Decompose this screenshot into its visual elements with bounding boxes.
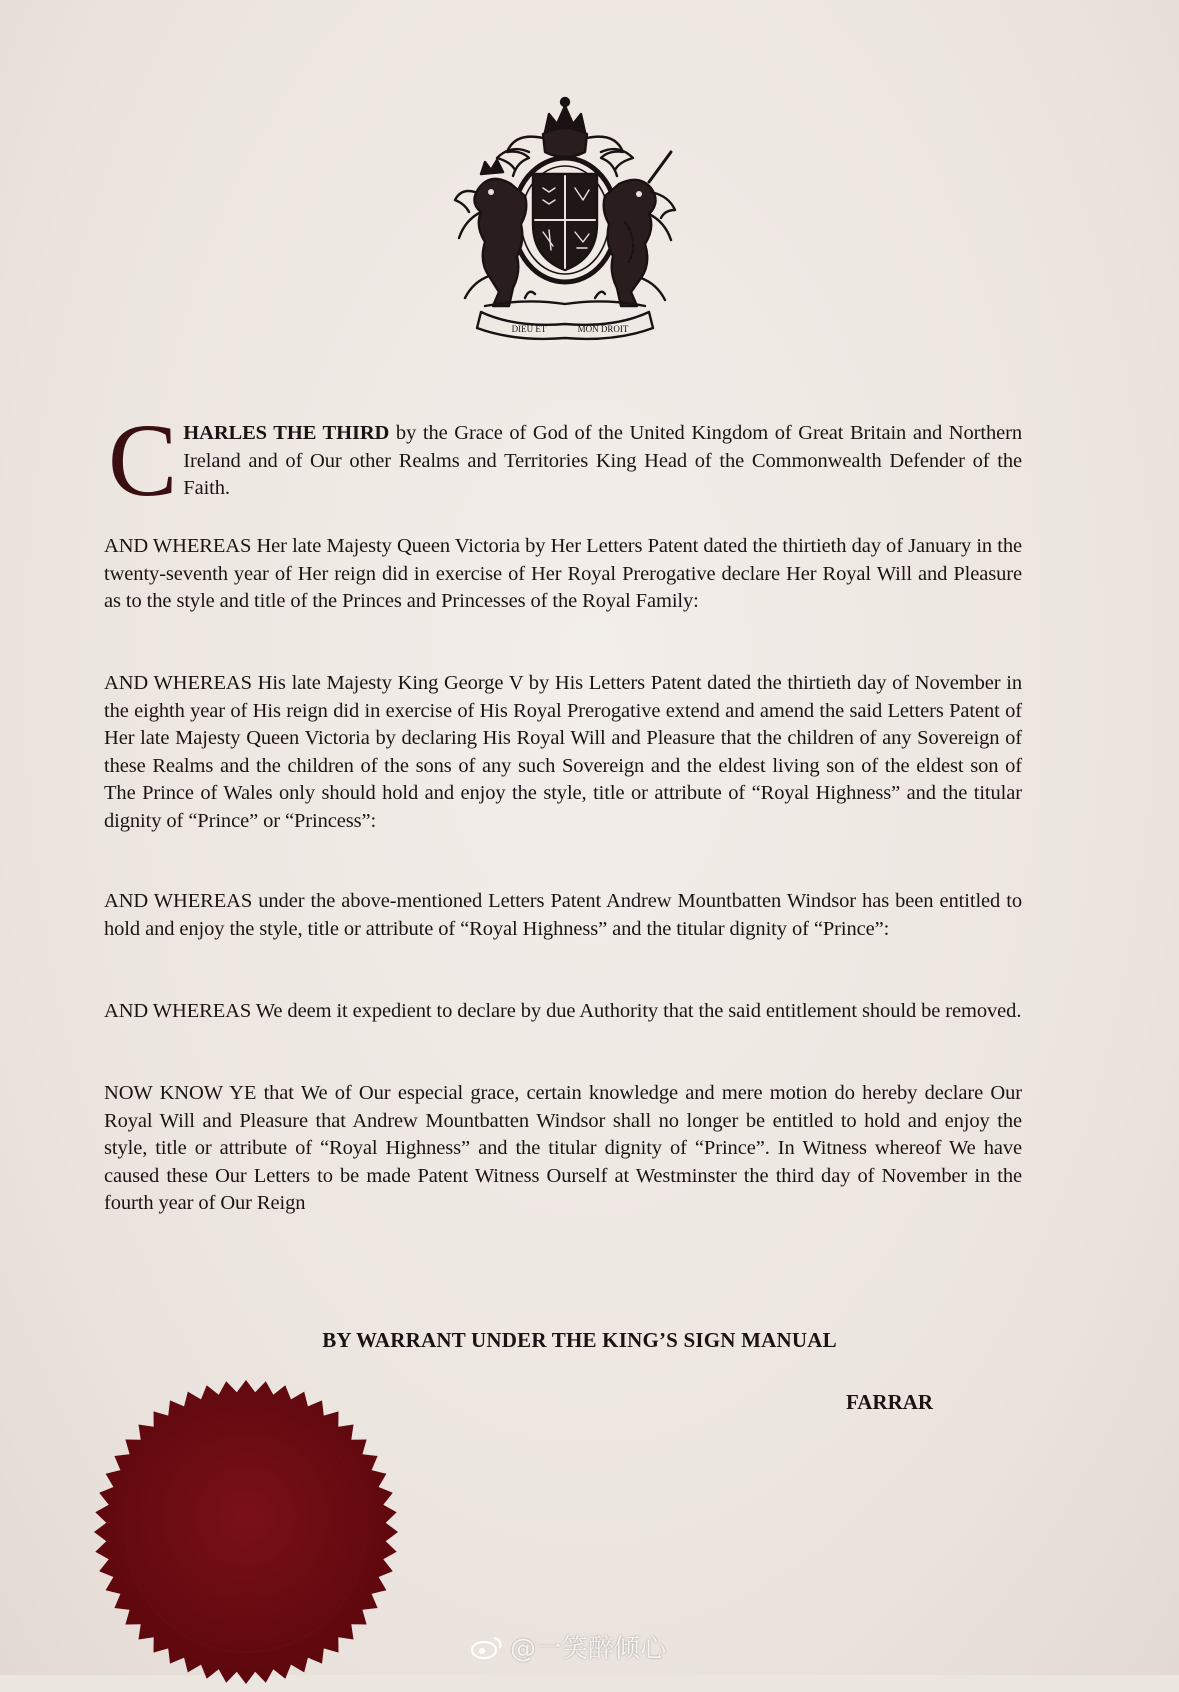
drop-cap: C <box>108 403 178 518</box>
paragraph-removal: AND WHEREAS We deem it expedient to declare by due Authority that the said entitlement should be removed. <box>104 1000 1022 1022</box>
motto-right: MON DROIT <box>577 324 629 334</box>
red-seal-icon <box>86 1372 406 1692</box>
sovereign-name: HARLES THE THIRD <box>183 422 390 444</box>
watermark-text: @一笑醉倾心 <box>510 1634 667 1664</box>
paragraph-entitlement: AND WHEREAS under the above-mentioned Letters Patent Andrew Mountbatten Windsor has been entitled to hold and enjoy the style, title or attribute of “Royal Highness” and the titular dignity of “Prince”: <box>104 890 1022 940</box>
weibo-watermark <box>470 1628 666 1665</box>
warrant-line: BY WARRANT UNDER THE KING’S SIGN MANUAL <box>322 1328 837 1352</box>
paragraph-declaration: NOW KNOW YE that We of Our especial grace, certain knowledge and mere motion do hereby declare Our Royal Will and Pleasure that Andrew Mountbatten Windsor shall no longer be entitled to hold and enjoy the style, title or attribute of “Royal Highness” and the titular dignity of “Prince”. In Witness whereof We have caused these Our Letters to be made Patent Witness Ourself at Westminster the third day of November in the fourth year of Our Reign <box>104 1082 1022 1214</box>
weibo-icon <box>470 1634 504 1660</box>
paragraph-victoria: AND WHEREAS Her late Majesty Queen Victoria by Her Letters Patent dated the thirtieth day of January in the twenty-seventh year of Her reign did in exercise of Her Royal Prerogative declare Her Royal Will and Pleasure as to the style and title of the Princes and Princesses of the Royal Family: <box>104 535 1022 612</box>
sovereign-titles: by the Grace of God of the United Kingdom of Great Britain and Northern Ireland and of Our other Realms and Territories King Head of the Commonwealth Defender of the Faith. <box>183 422 1023 499</box>
royal-coat-of-arms-icon <box>425 92 705 344</box>
opening-paragraph <box>104 403 1023 518</box>
paragraph-george-v: AND WHEREAS His late Majesty King George V by His Letters Patent dated the thirtieth day of November in the eighth year of His reign did in exercise of His Royal Prerogative extend and amend the said Letters Patent of Her late Majesty Queen Victoria by declaring His Royal Will and Pleasure that the children of any Sovereign of these Realms and the children of the sons of any such Sovereign and the eldest living son of the eldest son of The Prince of Wales only should hold and enjoy the style, title or attribute of “Royal Highness” and the titular dignity of “Prince” or “Princess”: <box>104 672 1022 832</box>
motto-left: DIEU ET <box>511 324 547 334</box>
signature-farrar: FARRAR <box>846 1390 934 1414</box>
